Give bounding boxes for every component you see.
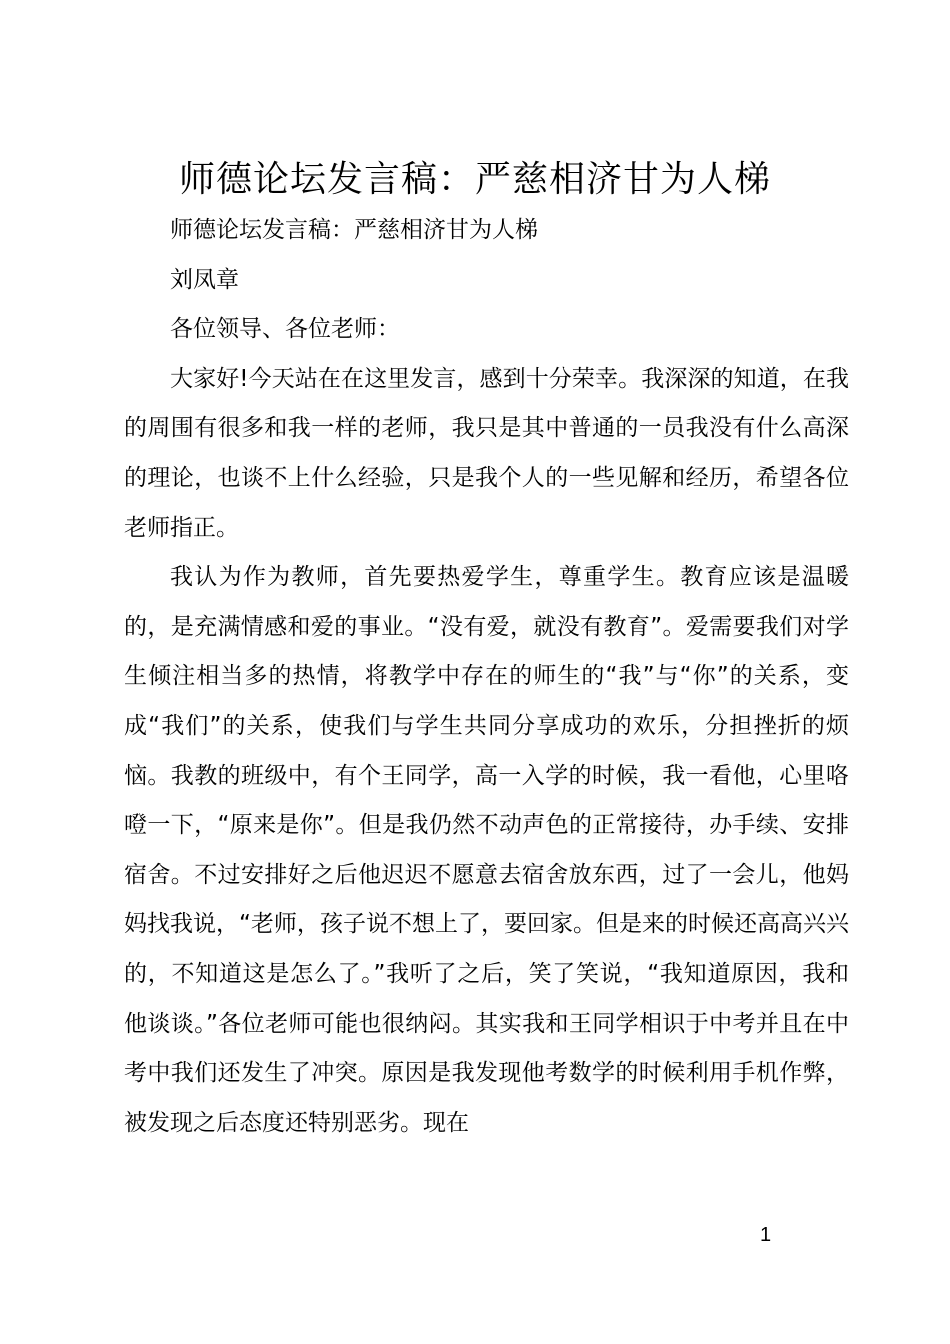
paragraph: 大家好!今天站在在这里发言，感到十分荣幸。我深深的知道，在我的周围有很多和我一样的老师，我只是其中普通的一员我没有什么高深的理论，也谈不上什么经验，只是我个人的一些见解和经历，希望各位老师指正。 (124, 365, 849, 541)
author-line: 刘凤章 (170, 266, 239, 293)
page-number: 1 (760, 1224, 772, 1246)
subtitle-line: 师德论坛发言稿：严慈相济甘为人梯 (170, 217, 538, 243)
document-body (124, 206, 849, 1148)
document-title: 师德论坛发言稿：严慈相济甘为人梯 (178, 159, 771, 200)
salutation-line: 各位领导、各位老师： (170, 316, 400, 343)
paragraph: 我认为作为教师，首先要热爱学生，尊重学生。教育应该是温暖的，是充满情感和爱的事业。“没有爱，就没有教育”。爱需要我们对学生倾注相当多的热情，将教学中存在的师生的“我”与“你”的关系，变成“我们”的关系，使我们与学生共同分享成功的欢乐，分担挫折的烦恼。我教的班级中，有个王同学，高一入学的时候，我一看他，心里咯噔一下，“原来是你”。但是我仍然不动声色的正常接待，办手续、安排宿舍。不过安排好之后他迟迟不愿意去宿舍放东西，过了一会儿，他妈妈找我说，“老师，孩子说不想上了，要回家。但是来的时候还高高兴兴的，不知道这是怎么了。”我听了之后，笑了笑说，“我知道原因，我和他谈谈。”各位老师可能也很纳闷。其实我和王同学相识于中考并且在中考中我们还发生了冲突。原因是我发现他考数学的时候利用手机作弊，被发现之后态度还特别恶劣。现在 (124, 564, 849, 1136)
